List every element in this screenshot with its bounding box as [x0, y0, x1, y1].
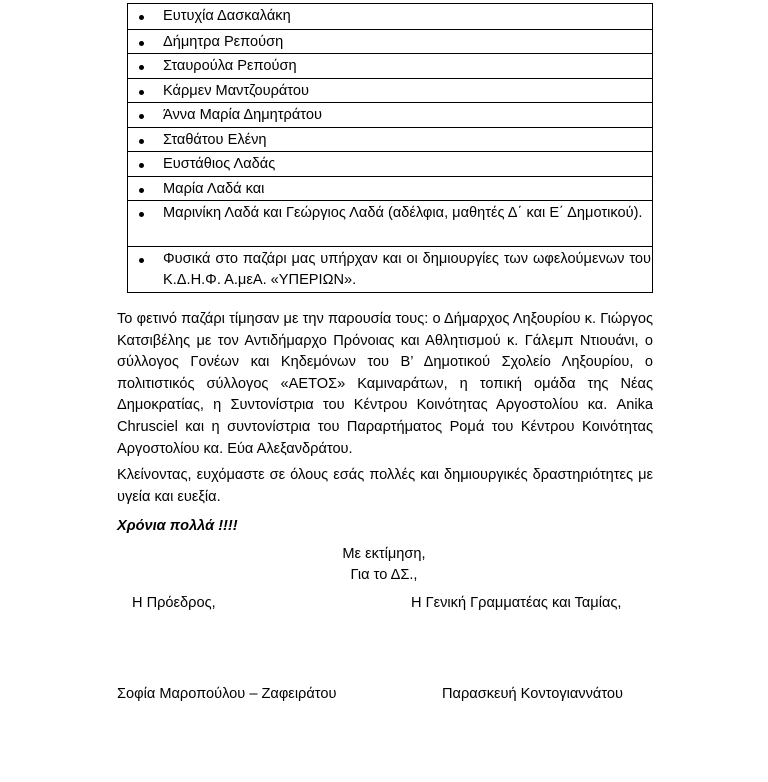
- table-row: [128, 246, 652, 292]
- table-row: [128, 4, 652, 29]
- bullet-icon: [128, 79, 154, 103]
- table-row: [128, 29, 652, 54]
- secretary-name: Παρασκευή Κοντογιαννάτου: [442, 686, 623, 702]
- participant-name: Κάρμεν Μαντζουράτου: [163, 82, 309, 99]
- table-row: [128, 78, 652, 103]
- participant-name: Ευτυχία Δασκαλάκη: [163, 8, 291, 24]
- bullet-icon: [128, 177, 154, 201]
- participant-note: Φυσικά στο παζάρι μας υπήρχαν και οι δημιουργίες των ωφελούμενων του Κ.Δ.Η.Φ. Α.μεΑ. «ΥΠΕΡΙΩΝ».: [163, 251, 651, 288]
- participant-name: Σταυρούλα Ρεπούση: [163, 58, 297, 74]
- bullet-icon: [128, 103, 154, 127]
- table-row: [128, 53, 652, 78]
- bullet-icon: [128, 30, 154, 54]
- bullet-icon: [128, 247, 154, 292]
- signoff-line-1: Με εκτίμηση,: [342, 546, 426, 562]
- closing-paragraph: Κλείνοντας, ευχόμαστε σε όλους εσάς πολλές και δημιουργικές δραστηριότητες με υγεία και ευεξία.: [117, 467, 653, 505]
- bullet-icon: [128, 54, 154, 78]
- table-row: [128, 102, 652, 127]
- table-row: [128, 151, 652, 176]
- table-row: [128, 176, 652, 201]
- participant-name: Μαρινίκη Λαδά και Γεώργιος Λαδά (αδέλφια, μαθητές Δ΄ και Ε΄ Δημοτικού).: [163, 205, 643, 221]
- bullet-icon: [128, 4, 154, 29]
- president-name: Σοφία Μαροπούλου – Ζαφειράτου: [117, 686, 337, 702]
- bullet-icon: [128, 128, 154, 152]
- participant-name: Μαρία Λαδά και: [163, 180, 265, 197]
- participant-name: Δήμητρα Ρεπούση: [163, 33, 284, 50]
- participant-name: Άννα Μαρία Δημητράτου: [163, 107, 322, 123]
- bullet-icon: [128, 152, 154, 176]
- president-role: Η Πρόεδρος,: [132, 595, 216, 611]
- table-row: [128, 200, 652, 246]
- greeting-text: Χρόνια πολλά !!!!: [117, 518, 238, 534]
- participants-table: [127, 3, 653, 293]
- table-row: [128, 127, 652, 152]
- participant-name: Σταθάτου Ελένη: [163, 131, 267, 148]
- attendance-paragraph: Το φετινό παζάρι τίμησαν με την παρουσία τους: ο Δήμαρχος Ληξουρίου κ. Γιώργος Κατσιβέλης με τον Αντιδήμαρχο Πρόνοιας και Αθλητισμού κ. Γάλεμπ Ντιουάνι, ο σύλλογος Γονέων και Κηδεμόνων του Β’ Δημοτικού Σχολείο Ληξουρίου, ο πολιτιστικός σύλλογος «ΑΕΤΟΣ» Καμιναράτων, η τοπική ομάδα της Νέας Δημοκρατίας, η Συντονίστρια του Κέντρου Κοινότητας Αργοστολίου κα. Anika Chrusciel και η συντονίστρια του Παραρτήματος Ρομά του Κέντρου Κοινότητας Αργοστολίου κα. Εύα Αλεξανδράτου.: [117, 311, 653, 457]
- bullet-icon: [128, 201, 154, 246]
- signoff-line-2: Για το ΔΣ.,: [350, 567, 418, 583]
- participant-name: Ευστάθιος Λαδάς: [163, 156, 276, 172]
- secretary-role: Η Γενική Γραμματέας και Ταμίας,: [411, 595, 622, 611]
